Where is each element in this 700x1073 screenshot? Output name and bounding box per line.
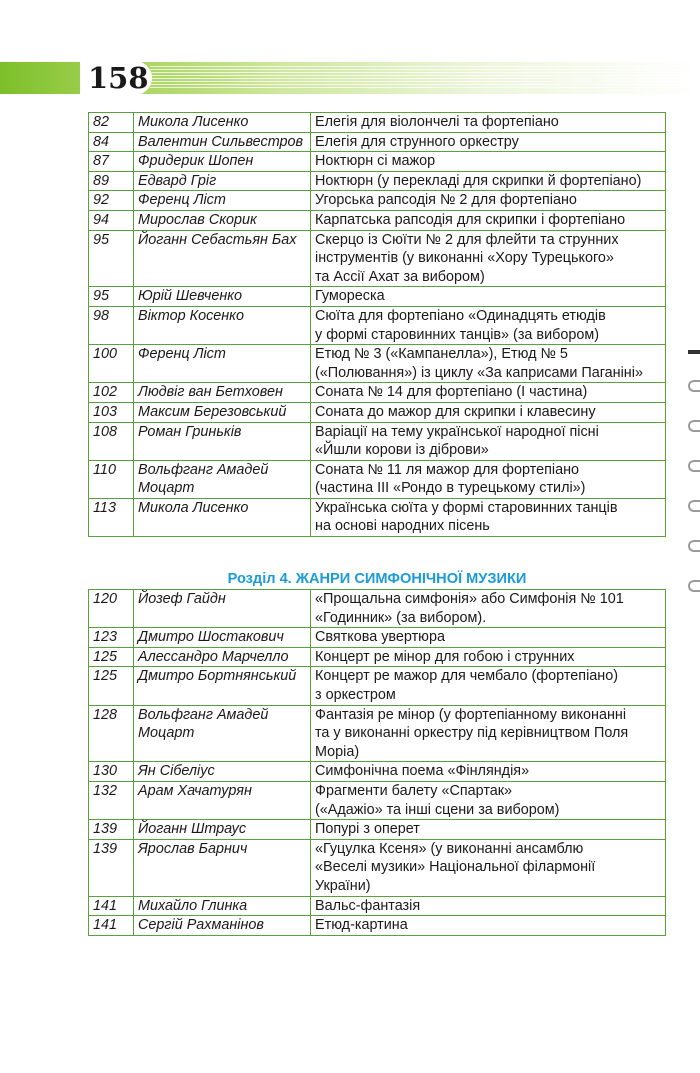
- page-number-cell: 84: [89, 132, 134, 152]
- composer-cell: Сергій Рахманінов: [134, 916, 311, 936]
- work-cell: Симфонічна поема «Фінляндія»: [311, 762, 666, 782]
- header-stripes: [150, 66, 700, 90]
- table-row: [89, 762, 666, 782]
- page-number-cell: 110: [89, 460, 134, 498]
- table-row: [89, 839, 666, 896]
- section-title: Розділ 4. ЖАНРИ СИМФОНІЧНОЇ МУЗИКИ: [227, 571, 527, 587]
- composer-cell: Вольфганг Амадей Моцарт: [134, 705, 311, 762]
- composer-cell: Микола Лисенко: [134, 113, 311, 133]
- composer-cell: Ян Сібеліус: [134, 762, 311, 782]
- table-row: [89, 306, 666, 344]
- composer-cell: Роман Гриньків: [134, 422, 311, 460]
- page-number-cell: 120: [89, 590, 134, 628]
- work-cell: Соната № 14 для фортепіано (І частина): [311, 383, 666, 403]
- table-row: [89, 113, 666, 133]
- table-row: [89, 705, 666, 762]
- composer-cell: Ярослав Барнич: [134, 839, 311, 896]
- table-row: [89, 498, 666, 536]
- composer-cell: Фридерик Шопен: [134, 152, 311, 172]
- composer-cell: Вольфганг Амадей Моцарт: [134, 460, 311, 498]
- repertoire-table: [88, 112, 666, 537]
- page-number: 158: [88, 61, 149, 95]
- composer-cell: Людвіг ван Бетховен: [134, 383, 311, 403]
- table-row: [89, 171, 666, 191]
- composer-cell: Йоганн Штраус: [134, 820, 311, 840]
- side-edge-marks: [688, 350, 700, 610]
- page-number-cell: 130: [89, 762, 134, 782]
- work-cell: Гумореска: [311, 287, 666, 307]
- page-number-cell: 141: [89, 896, 134, 916]
- page-number-cell: 95: [89, 287, 134, 307]
- composer-cell: Валентин Сильвестров: [134, 132, 311, 152]
- symphonic-repertoire-table: [88, 589, 666, 936]
- page-number-cell: 100: [89, 345, 134, 383]
- table-row: [89, 628, 666, 648]
- table-row: [89, 345, 666, 383]
- side-edge-mark: [688, 540, 700, 552]
- page-number-cell: 128: [89, 705, 134, 762]
- page-number-cell: 141: [89, 916, 134, 936]
- work-cell: Карпатська рапсодія для скрипки і фортепіано: [311, 210, 666, 230]
- table-row: [89, 916, 666, 936]
- side-edge-mark: [688, 460, 700, 472]
- work-cell: Концерт ре мажор для чембало (фортепіано) з оркестром: [311, 667, 666, 705]
- table-row: [89, 132, 666, 152]
- table-row: [89, 667, 666, 705]
- work-cell: Концерт ре мінор для гобою і струнних: [311, 647, 666, 667]
- table-row: [89, 287, 666, 307]
- page-number-cell: 123: [89, 628, 134, 648]
- composer-cell: Дмитро Шостакович: [134, 628, 311, 648]
- table-row: [89, 896, 666, 916]
- page-number-cell: 103: [89, 402, 134, 422]
- page-number-cell: 89: [89, 171, 134, 191]
- work-cell: Соната до мажор для скрипки і клавесину: [311, 402, 666, 422]
- table-row: [89, 820, 666, 840]
- table-row: [89, 230, 666, 287]
- side-edge-mark: [688, 580, 700, 592]
- page-number-cell: 98: [89, 306, 134, 344]
- composer-cell: Мирослав Скорик: [134, 210, 311, 230]
- composer-cell: Едвард Гріг: [134, 171, 311, 191]
- side-edge-mark: [688, 420, 700, 432]
- table-row: [89, 647, 666, 667]
- composer-cell: Алессандро Марчелло: [134, 647, 311, 667]
- table-row: [89, 590, 666, 628]
- work-cell: Елегія для віолончелі та фортепіано: [311, 113, 666, 133]
- work-cell: Варіації на тему української народної пісні «Йшли корови із діброви»: [311, 422, 666, 460]
- table-row: [89, 460, 666, 498]
- work-cell: «Прощальна симфонія» або Симфонія № 101 «Годинник» (за вибором).: [311, 590, 666, 628]
- page-number-cell: 102: [89, 383, 134, 403]
- page-number-cell: 125: [89, 667, 134, 705]
- table-row: [89, 422, 666, 460]
- page-number-cell: 108: [89, 422, 134, 460]
- work-cell: Українська сюїта у формі старовинних танців на основі народних пісень: [311, 498, 666, 536]
- table-row: [89, 383, 666, 403]
- work-cell: Угорська рапсодія № 2 для фортепіано: [311, 191, 666, 211]
- composer-cell: Арам Хачатурян: [134, 781, 311, 819]
- work-cell: Ноктюрн сі мажор: [311, 152, 666, 172]
- page-number-cell: 113: [89, 498, 134, 536]
- work-cell: Фантазія ре мінор (у фортепіанному виконанні та у виконанні оркестру під керівництвом Поля Моріа): [311, 705, 666, 762]
- composer-cell: Йозеф Гайдн: [134, 590, 311, 628]
- page-number-cell: 125: [89, 647, 134, 667]
- composer-cell: Юрій Шевченко: [134, 287, 311, 307]
- page-number-cell: 139: [89, 839, 134, 896]
- page-number-cell: 87: [89, 152, 134, 172]
- table-row: [89, 152, 666, 172]
- composer-cell: Дмитро Бортнянський: [134, 667, 311, 705]
- composer-cell: Ференц Ліст: [134, 345, 311, 383]
- page-number-cell: 94: [89, 210, 134, 230]
- page-number-cell: 132: [89, 781, 134, 819]
- side-edge-mark: [688, 500, 700, 512]
- work-cell: Елегія для струнного оркестру: [311, 132, 666, 152]
- composer-cell: Віктор Косенко: [134, 306, 311, 344]
- table-row: [89, 191, 666, 211]
- composer-cell: Ференц Ліст: [134, 191, 311, 211]
- side-edge-bar: [688, 350, 700, 354]
- side-edge-mark: [688, 380, 700, 392]
- table-row: [89, 402, 666, 422]
- work-cell: «Гуцулка Ксеня» (у виконанні ансамблю «Веселі музики» Національної філармонії України): [311, 839, 666, 896]
- work-cell: Фрагменти балету «Спартак» («Адажіо» та інші сцени за вибором): [311, 781, 666, 819]
- composer-cell: Йоганн Себастьян Бах: [134, 230, 311, 287]
- page-number-cell: 92: [89, 191, 134, 211]
- page-number-cell: 82: [89, 113, 134, 133]
- table-row: [89, 210, 666, 230]
- work-cell: Святкова увертюра: [311, 628, 666, 648]
- table-row: [89, 781, 666, 819]
- work-cell: Скерцо із Сюїти № 2 для флейти та струнних інструментів (у виконанні «Хору Турецького» та Ассії Ахат за вибором): [311, 230, 666, 287]
- work-cell: Соната № 11 ля мажор для фортепіано (частина III «Рондо в турецькому стилі»): [311, 460, 666, 498]
- work-cell: Ноктюрн (у перекладі для скрипки й фортепіано): [311, 171, 666, 191]
- page-number-cell: 139: [89, 820, 134, 840]
- page-number-cell: 95: [89, 230, 134, 287]
- composer-cell: Максим Березовський: [134, 402, 311, 422]
- work-cell: Попурі з оперет: [311, 820, 666, 840]
- composer-cell: Микола Лисенко: [134, 498, 311, 536]
- work-cell: Етюд-картина: [311, 916, 666, 936]
- work-cell: Сюїта для фортепіано «Одинадцять етюдів у формі старовинних танців» (за вибором): [311, 306, 666, 344]
- work-cell: Вальс-фантазія: [311, 896, 666, 916]
- work-cell: Етюд № 3 («Кампанелла»), Етюд № 5 («Полювання») із циклу «За каприсами Паганіні»: [311, 345, 666, 383]
- composer-cell: Михайло Глинка: [134, 896, 311, 916]
